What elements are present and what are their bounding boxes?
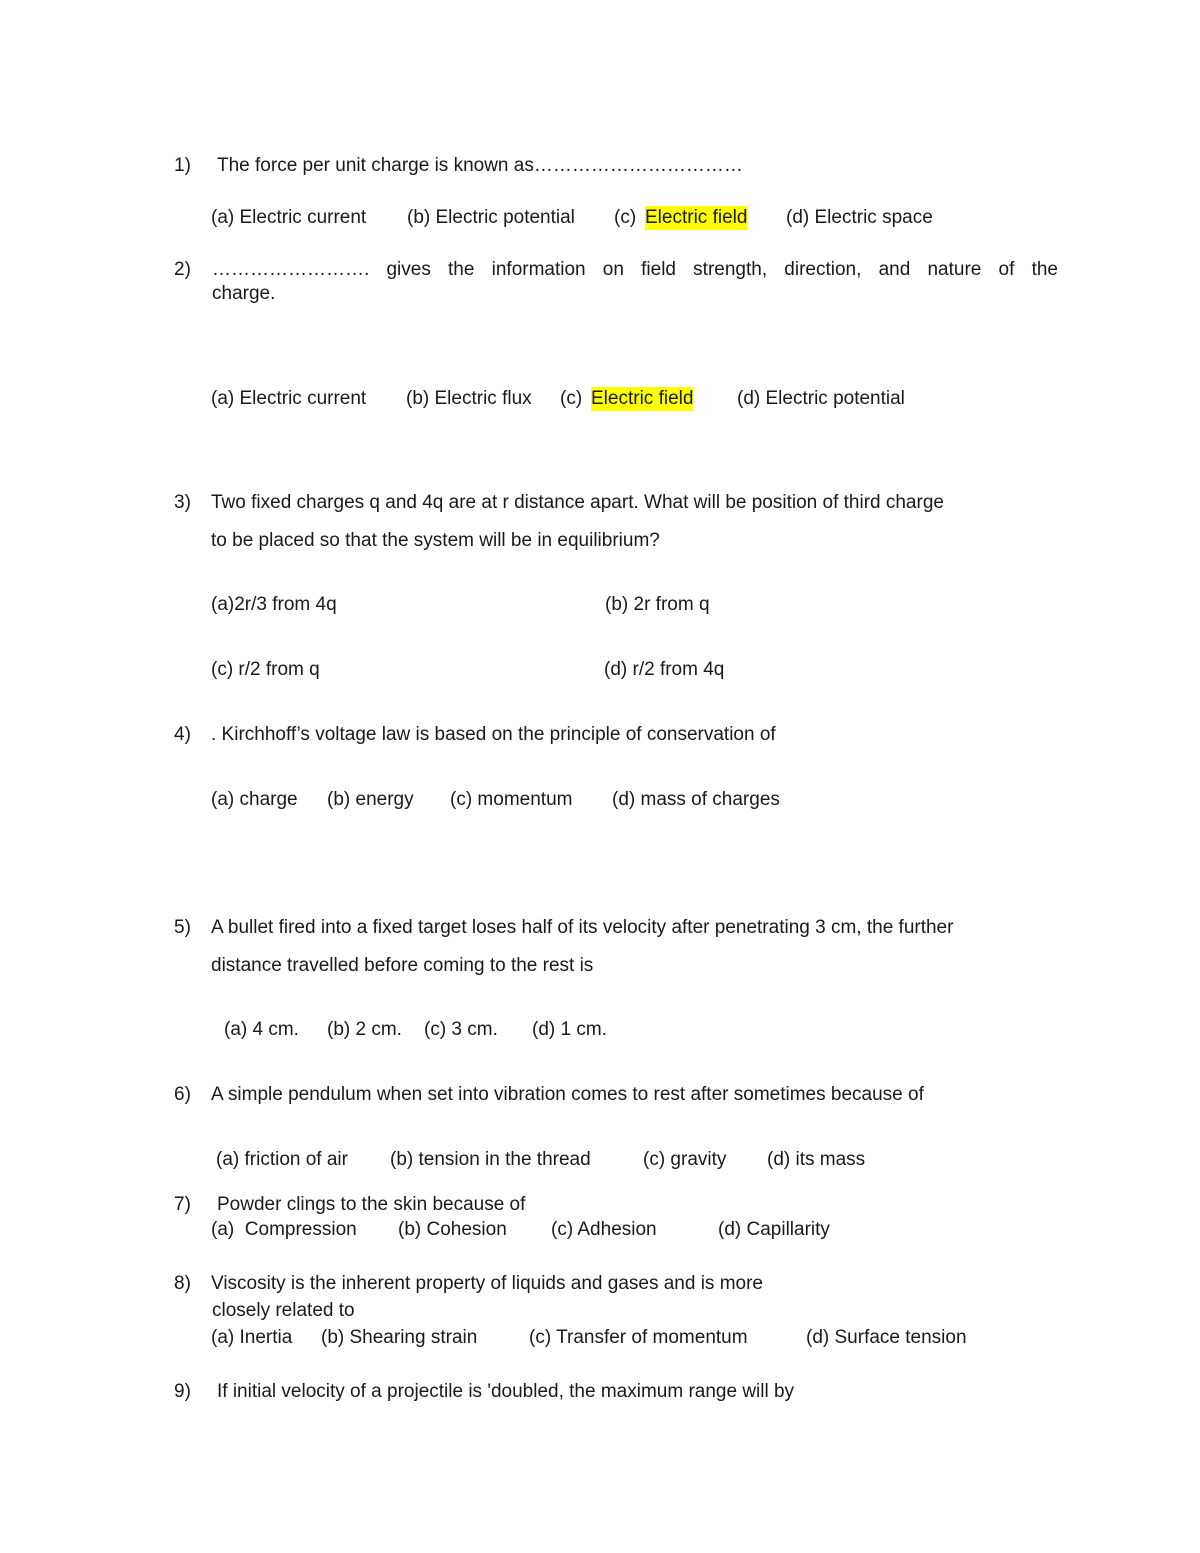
option-d: (d) r/2 from 4q — [604, 659, 725, 680]
option-c-prefix: (c) — [614, 207, 642, 228]
option-b: (b) 2r from q — [605, 594, 710, 615]
question-number: 7) — [174, 1194, 191, 1215]
option-a: (a) Inertia — [211, 1327, 293, 1348]
option-b: (b) tension in the thread — [390, 1149, 591, 1170]
question-text: Powder clings to the skin because of — [217, 1194, 526, 1215]
question-text-line1: ……………………. gives the information on field strength, direction, and nature of the — [212, 259, 1058, 280]
question-text: The force per unit charge is known as…………………………… — [217, 155, 743, 176]
option-a: (a)2r/3 from 4q — [211, 594, 337, 615]
option-b: (b) Electric flux — [406, 388, 532, 409]
option-c: (c) Transfer of momentum — [529, 1327, 748, 1348]
question-text-line2: to be placed so that the system will be in equilibrium? — [211, 530, 660, 551]
option-d: (d) 1 cm. — [532, 1019, 607, 1040]
option-b: (b) 2 cm. — [327, 1019, 402, 1040]
question-text: A simple pendulum when set into vibration comes to rest after sometimes because of — [211, 1084, 924, 1105]
option-b: (b) Cohesion — [398, 1219, 507, 1240]
option-c-prefix: (c) — [560, 388, 588, 409]
question-text-line2: charge. — [212, 283, 276, 304]
option-a: (a) charge — [211, 789, 298, 810]
option-b: (b) energy — [327, 789, 414, 810]
option-c-highlighted: Electric field — [645, 207, 748, 228]
option-a: (a) Compression — [211, 1219, 357, 1240]
question-text-line1: A bullet fired into a fixed target loses half of its velocity after penetrating 3 cm, the further — [211, 917, 954, 938]
option-b: (b) Shearing strain — [321, 1327, 478, 1348]
question-text: . Kirchhoff’s voltage law is based on the principle of conservation of — [211, 724, 776, 745]
question-number: 2) — [174, 259, 191, 280]
question-number: 6) — [174, 1084, 191, 1105]
option-d: (d) its mass — [767, 1149, 866, 1170]
question-number: 8) — [174, 1273, 191, 1294]
option-c: (c) 3 cm. — [424, 1019, 498, 1040]
option-d: (d) Electric potential — [737, 388, 905, 409]
question-number: 9) — [174, 1381, 191, 1402]
question-text: If initial velocity of a projectile is 'doubled, the maximum range will by — [217, 1381, 795, 1402]
option-d: (d) mass of charges — [612, 789, 780, 810]
option-c: (c) momentum — [450, 789, 573, 810]
option-a: (a) Electric current — [211, 388, 367, 409]
question-text-line2: closely related to — [212, 1300, 355, 1321]
option-d: (d) Electric space — [786, 207, 933, 228]
question-number: 4) — [174, 724, 191, 745]
option-a: (a) 4 cm. — [224, 1019, 299, 1040]
question-text-line1: Two fixed charges q and 4q are at r distance apart. What will be position of third charge — [211, 492, 944, 513]
question-text-line2: distance travelled before coming to the rest is — [211, 955, 594, 976]
option-a: (a) Electric current — [211, 207, 367, 228]
option-a: (a) friction of air — [216, 1149, 348, 1170]
question-text-line1: Viscosity is the inherent property of liquids and gases and is more — [211, 1273, 764, 1294]
question-number: 1) — [174, 155, 191, 176]
option-d: (d) Surface tension — [806, 1327, 967, 1348]
option-c-highlighted: Electric field — [591, 388, 694, 409]
option-c: (c) r/2 from q — [211, 659, 320, 680]
option-c: (c) Adhesion — [551, 1219, 657, 1240]
option-c: (c) gravity — [643, 1149, 727, 1170]
question-number: 3) — [174, 492, 191, 513]
question-number: 5) — [174, 917, 191, 938]
option-d: (d) Capillarity — [718, 1219, 830, 1240]
option-b: (b) Electric potential — [407, 207, 575, 228]
